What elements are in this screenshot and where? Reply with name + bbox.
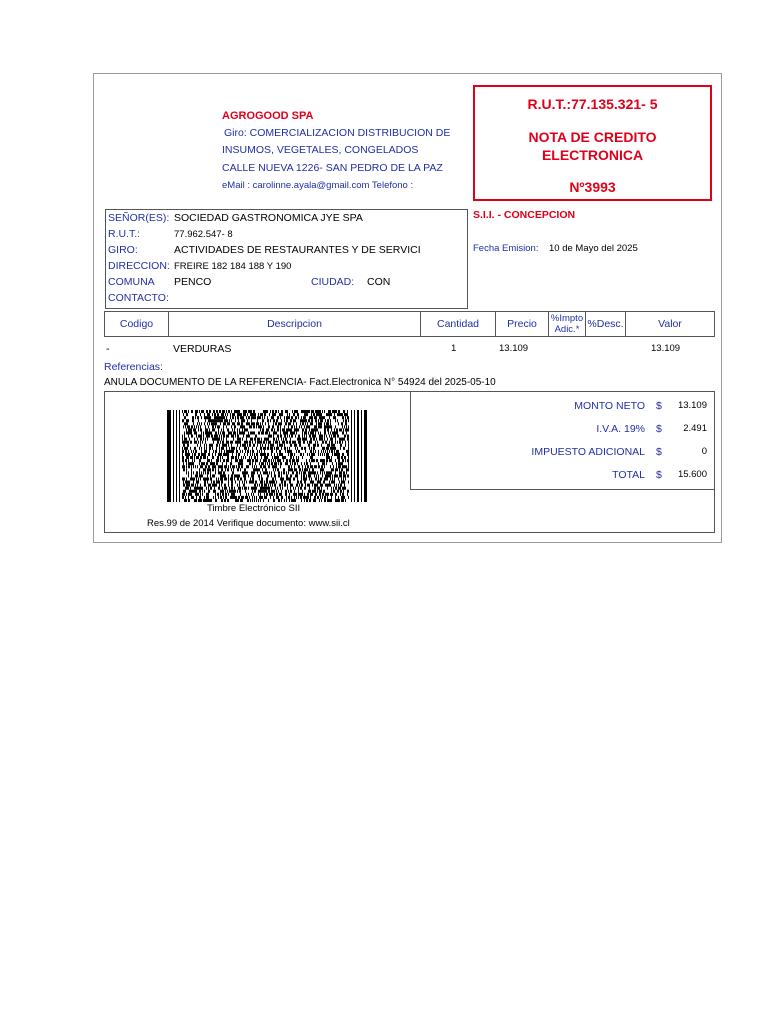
- ciudad-value: CON: [367, 276, 391, 288]
- emisor-name: AGROGOOD SPA: [222, 110, 314, 122]
- giro-value: ACTIVIDADES DE RESTAURANTES Y DE SERVICI: [174, 244, 421, 256]
- col-precio: Precio: [495, 312, 548, 336]
- neto-amount: 13.109: [677, 400, 707, 411]
- emisor-giro-line2: INSUMOS, VEGETALES, CONGELADOS: [222, 144, 419, 156]
- currency-symbol: $: [656, 469, 662, 481]
- currency-symbol: $: [656, 400, 662, 412]
- iva-amount: 2.491: [683, 423, 707, 434]
- row-cantidad: 1: [451, 343, 457, 354]
- credit-note-document: [93, 73, 722, 543]
- emisor-email: eMail : carolinne.ayala@gmail.com Telefono :: [222, 180, 414, 191]
- contacto-label: CONTACTO:: [108, 292, 169, 304]
- neto-label: MONTO NETO: [574, 400, 645, 412]
- neto-row: [411, 400, 715, 416]
- senor-value: SOCIEDAD GASTRONOMICA JYE SPA: [174, 212, 363, 224]
- row-descripcion: VERDURAS: [173, 343, 232, 355]
- totals-and-stamp-box: [104, 391, 715, 533]
- col-codigo: Codigo: [119, 318, 154, 330]
- items-table-header: [104, 311, 715, 337]
- row-codigo: -: [106, 343, 110, 355]
- rut-value: 77.962.547- 8: [174, 229, 233, 240]
- col-cantidad: Cantidad: [420, 312, 495, 336]
- currency-symbol: $: [656, 423, 662, 435]
- client-info-box: [105, 209, 468, 309]
- iva-label: I.V.A. 19%: [596, 423, 645, 435]
- pdf417-barcode-image: [167, 410, 367, 502]
- direccion-label: DIRECCION:: [108, 260, 170, 272]
- emisor-giro-line1: Giro: COMERCIALIZACION DISTRIBUCION DE: [224, 127, 451, 139]
- document-type-line1: NOTA DE CREDITO: [528, 129, 657, 145]
- sii-office: S.I.I. - CONCEPCION: [473, 209, 576, 221]
- emisor-rut: R.U.T.:77.135.321- 5: [527, 96, 658, 112]
- referencias-text: ANULA DOCUMENTO DE LA REFERENCIA- Fact.Electronica N° 54924 del 2025-05-10: [104, 377, 496, 388]
- totals-box: [410, 392, 715, 490]
- timbre-label: Timbre Electrónico SII: [207, 503, 301, 514]
- col-impto-adic: %Impto Adic.*: [548, 312, 585, 336]
- referencias-label: Referencias:: [104, 361, 163, 373]
- document-type-box: [473, 85, 712, 201]
- timbre-res: Res.99 de 2014 Verifique documento: www.sii.cl: [147, 518, 350, 529]
- adicional-label: IMPUESTO ADICIONAL: [531, 446, 645, 458]
- adicional-row: [411, 446, 715, 462]
- document-type-line2: ELECTRONICA: [541, 147, 644, 163]
- fecha-label: Fecha Emision:: [473, 243, 539, 254]
- total-label: TOTAL: [612, 469, 645, 481]
- senor-label: SEÑOR(ES):: [108, 212, 170, 224]
- comuna-label: COMUNA: [108, 276, 155, 288]
- ciudad-label: CIUDAD:: [311, 276, 355, 288]
- emisor-address: CALLE NUEVA 1226- SAN PEDRO DE LA PAZ: [222, 162, 443, 174]
- currency-symbol: $: [656, 446, 662, 458]
- total-row: [411, 469, 715, 485]
- row-precio: 13.109: [499, 343, 529, 354]
- iva-row: [411, 423, 715, 439]
- fecha-value: 10 de Mayo del 2025: [549, 243, 638, 254]
- col-valor: Valor: [625, 312, 714, 336]
- col-descripcion: Descripcion: [168, 312, 420, 336]
- rut-label: R.U.T.:: [108, 228, 141, 240]
- document-number: Nº3993: [569, 179, 616, 195]
- row-valor: 13.109: [651, 343, 681, 354]
- adicional-amount: 0: [701, 446, 707, 457]
- direccion-value: FREIRE 182 184 188 Y 190: [174, 261, 292, 272]
- comuna-value: PENCO: [174, 276, 212, 288]
- total-amount: 15.600: [677, 469, 707, 480]
- giro-label: GIRO:: [108, 244, 138, 256]
- col-desc: %Desc.: [585, 312, 625, 336]
